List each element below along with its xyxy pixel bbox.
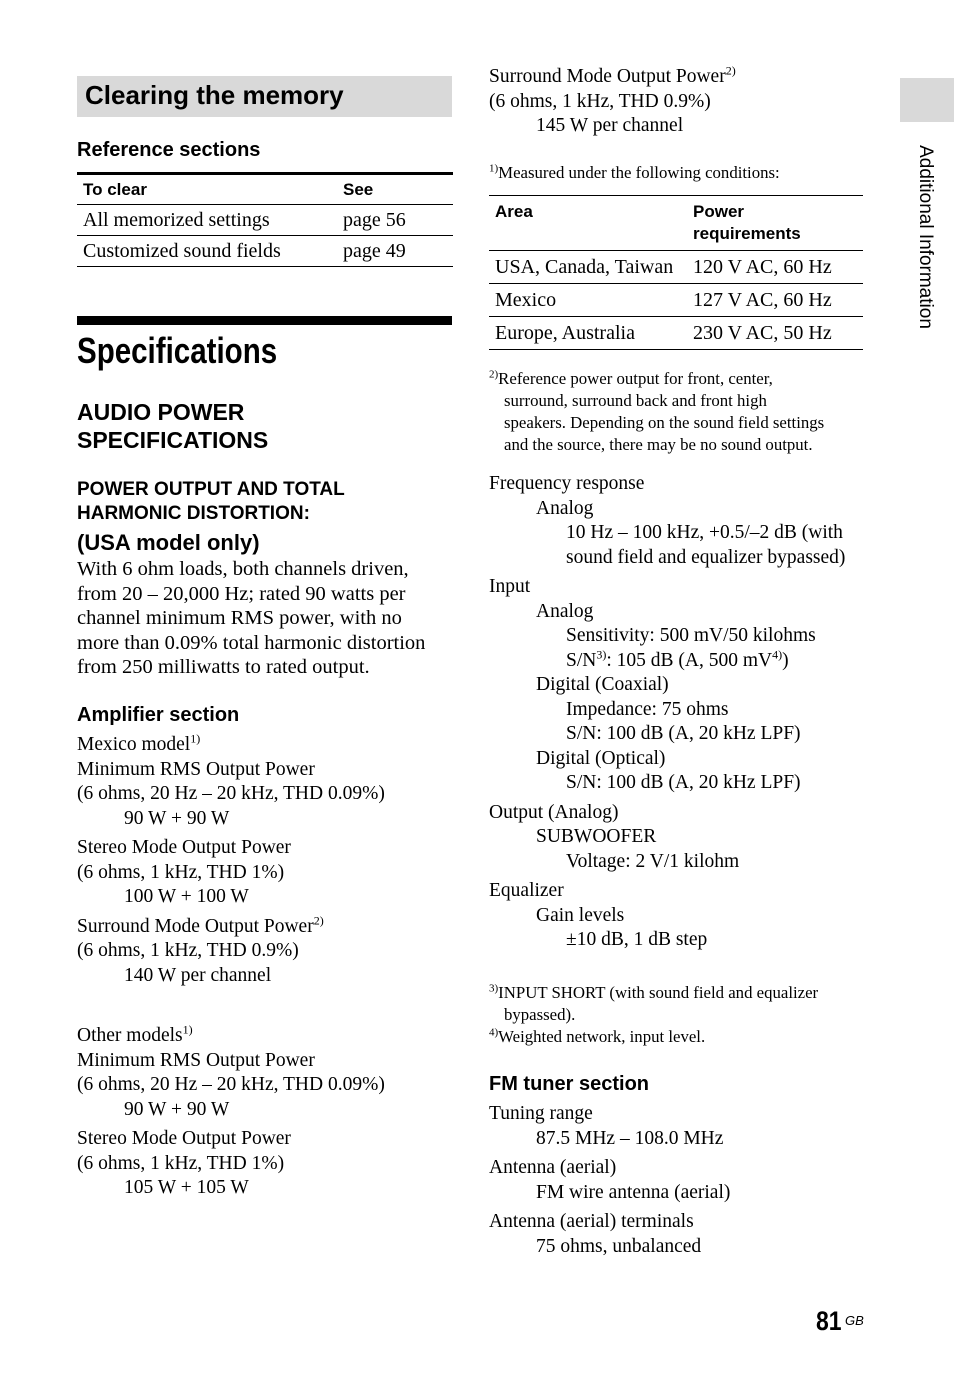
spec-value: 10 Hz – 100 kHz, +0.5/–2 dB (with	[566, 522, 843, 543]
spec-line: (6 ohms, 1 kHz, THD 0.9%)	[489, 90, 711, 112]
footnote-line: speakers. Depending on the sound field settings	[504, 413, 825, 432]
footnote-mark: 2)	[489, 368, 499, 381]
paragraph-line: from 250 milliwatts to rated output.	[77, 656, 370, 679]
footnote-1	[489, 162, 780, 184]
spec-value	[489, 649, 845, 674]
paragraph-line: more than 0.09% total harmonic distortion	[77, 631, 426, 654]
spec-line: Minimum RMS Output Power	[77, 758, 315, 780]
power-heading-line: POWER OUTPUT AND TOTAL	[77, 479, 345, 500]
mexico-label: Mexico model	[77, 734, 191, 755]
table-cell: Customized sound fields	[77, 236, 337, 267]
table-header: Area	[489, 196, 687, 251]
spec-value: FM wire antenna (aerial)	[536, 1181, 731, 1203]
spec-value: ±10 dB, 1 dB step	[566, 929, 708, 950]
footnote-mark: 2)	[725, 63, 736, 78]
table-cell: USA, Canada, Taiwan	[489, 251, 687, 284]
table-header: See	[337, 174, 453, 205]
spec-line: Stereo Mode Output Power	[77, 1128, 291, 1149]
footnote-text: Weighted network, input level.	[498, 1027, 706, 1046]
sn-text: S/N	[566, 649, 597, 671]
table-header	[687, 196, 863, 251]
mexico-model-specs	[77, 733, 385, 988]
spec-line: Antenna (aerial) terminals	[489, 1211, 694, 1232]
power-heading-line: HARMONIC DISTORTION:	[77, 503, 310, 524]
clearing-memory-header	[77, 76, 452, 117]
area-power-table	[489, 195, 863, 350]
table-cell: Europe, Australia	[489, 317, 687, 350]
spec-value: 105 W + 105 W	[124, 1177, 249, 1198]
spec-line: SUBWOOFER	[536, 826, 657, 847]
footnote-text: Reference power output for front, center,	[498, 369, 773, 388]
table-row	[489, 317, 863, 350]
specifications-title: Specifications	[77, 330, 278, 371]
sn-text: : 105 dB (A, 500 mV	[606, 649, 773, 671]
spec-value: 145 W per channel	[536, 115, 684, 136]
footnote-3-4	[489, 982, 869, 1048]
table-cell: All memorized settings	[77, 205, 337, 236]
table-cell: Mexico	[489, 284, 687, 317]
frequency-input-specs	[489, 472, 845, 953]
spec-value: 75 ohms, unbalanced	[536, 1235, 702, 1257]
spec-line: Minimum RMS Output Power	[77, 1049, 315, 1071]
footnote-line	[489, 368, 869, 390]
table-header-row	[489, 196, 863, 251]
footnote-mark: 1)	[190, 731, 201, 746]
spec-value: S/N: 100 dB (A, 20 kHz LPF)	[566, 723, 801, 744]
spec-line	[77, 915, 385, 940]
table-cell: page 56	[337, 205, 453, 236]
spec-line	[489, 65, 736, 90]
table-row	[77, 236, 453, 267]
footnote-mark: 3)	[596, 647, 607, 661]
spec-value: sound field and equalizer bypassed)	[566, 546, 846, 568]
spec-value: Voltage: 2 V/1 kilohm	[566, 850, 740, 872]
spec-line: Input	[489, 576, 531, 597]
table-row	[489, 284, 863, 317]
header-line: Power	[693, 202, 745, 221]
spec-value: 90 W + 90 W	[124, 1098, 230, 1120]
other-surround-specs	[489, 65, 736, 139]
usa-model-heading: (USA model only)	[77, 530, 260, 555]
fm-tuner-heading: FM tuner section	[489, 1073, 650, 1095]
usa-power-paragraph	[77, 557, 457, 680]
other-models-label: Other models	[77, 1025, 183, 1046]
surround-label: Surround Mode Output Power	[77, 915, 314, 937]
spec-value: 90 W + 90 W	[124, 807, 230, 829]
spec-line: Equalizer	[489, 880, 564, 901]
spec-value: S/N: 100 dB (A, 20 kHz LPF)	[566, 772, 801, 793]
spec-line: Analog	[536, 600, 594, 622]
table-cell: page 49	[337, 236, 453, 267]
footnote-text: INPUT SHORT (with sound field and equalizer	[498, 983, 819, 1002]
spec-value: 100 W + 100 W	[124, 886, 249, 907]
surround-label: Surround Mode Output Power	[489, 66, 726, 87]
table-cell: 120 V AC, 60 Hz	[687, 251, 863, 284]
side-tab-label: Additional Information	[915, 145, 936, 329]
spec-line: (6 ohms, 20 Hz – 20 kHz, THD 0.09%)	[77, 1074, 385, 1095]
spec-line	[77, 733, 385, 758]
spec-line: Output (Analog)	[489, 801, 619, 823]
footnote-line: and the source, there may be no sound output.	[504, 435, 813, 454]
section-divider	[77, 316, 452, 325]
spec-value: Sensitivity: 500 mV/50 kilohms	[566, 625, 816, 646]
sn-text: )	[782, 649, 789, 671]
audio-heading-line: AUDIO POWER	[77, 399, 245, 425]
header-line: requirements	[693, 224, 801, 243]
footnote-mark: 4)	[772, 647, 783, 661]
table-row	[77, 205, 453, 236]
spec-value: Impedance: 75 ohms	[566, 698, 729, 720]
footnote-line	[489, 982, 869, 1004]
spec-line: Frequency response	[489, 473, 645, 494]
footnote-2	[489, 368, 869, 456]
spec-line: (6 ohms, 1 kHz, THD 1%)	[77, 1152, 285, 1174]
spec-value: 87.5 MHz – 108.0 MHz	[536, 1127, 724, 1149]
table-header-row	[77, 174, 453, 205]
footnote-line: surround, surround back and front high	[504, 391, 767, 410]
spec-line: (6 ohms, 20 Hz – 20 kHz, THD 0.09%)	[77, 783, 385, 804]
audio-power-heading	[77, 398, 268, 454]
footnote-mark: 3)	[489, 982, 499, 995]
page-number: 81	[816, 1306, 842, 1336]
paragraph-line: channel minimum RMS power, with no	[77, 607, 402, 630]
power-output-heading	[77, 478, 345, 526]
table-cell: 127 V AC, 60 Hz	[687, 284, 863, 317]
spec-line: Digital (Optical)	[536, 747, 666, 769]
footnote-mark: 2)	[313, 913, 324, 927]
table-header: To clear	[77, 174, 337, 205]
footnote-line	[489, 1026, 869, 1048]
spec-line: Antenna (aerial)	[489, 1157, 617, 1178]
audio-heading-line: SPECIFICATIONS	[77, 427, 269, 453]
spec-line: Tuning range	[489, 1103, 593, 1124]
footnote-mark: 1)	[489, 162, 499, 175]
fm-tuner-specs	[489, 1102, 730, 1259]
footnote-line: bypassed).	[504, 1005, 576, 1024]
clearing-memory-title: Clearing the memory	[85, 80, 344, 110]
footnote-text: Measured under the following conditions:	[498, 163, 780, 182]
spec-line: Stereo Mode Output Power	[77, 837, 291, 858]
spec-line: Analog	[536, 497, 594, 519]
other-models-specs	[77, 1024, 385, 1201]
spec-line: (6 ohms, 1 kHz, THD 0.9%)	[77, 940, 299, 961]
spec-line	[77, 1024, 385, 1049]
amplifier-section-heading: Amplifier section	[77, 704, 240, 726]
paragraph-line: With 6 ohm loads, both channels driven,	[77, 558, 409, 580]
spec-line: Gain levels	[536, 904, 625, 926]
reference-sections-heading: Reference sections	[77, 139, 261, 161]
table-cell: 230 V AC, 50 Hz	[687, 317, 863, 350]
page-region-suffix: GB	[845, 1313, 864, 1328]
spec-value: 140 W per channel	[124, 964, 272, 986]
table-row	[489, 251, 863, 284]
footnote-mark: 1)	[182, 1022, 193, 1037]
side-tab-marker	[900, 78, 954, 122]
reference-table	[77, 172, 453, 267]
spec-line: (6 ohms, 1 kHz, THD 1%)	[77, 861, 285, 883]
spec-line: Digital (Coaxial)	[536, 674, 669, 695]
paragraph-line: from 20 – 20,000 Hz; rated 90 watts per	[77, 582, 406, 605]
footnote-mark: 4)	[489, 1026, 499, 1039]
